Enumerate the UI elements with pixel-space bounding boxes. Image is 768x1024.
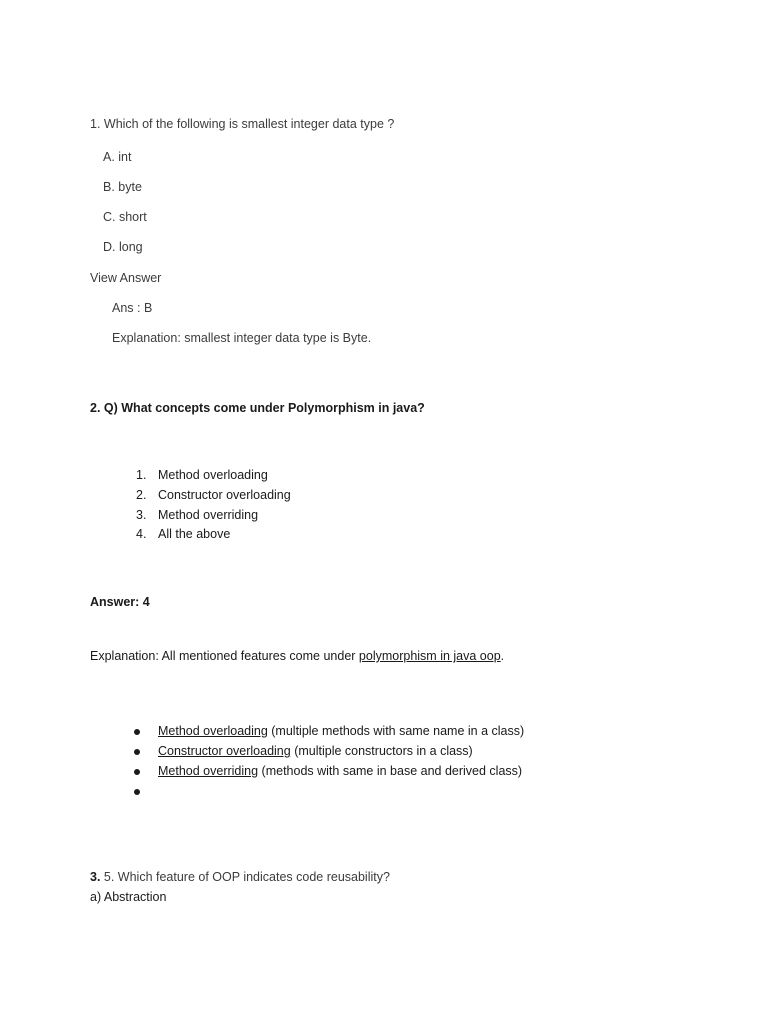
bullet-text: (multiple methods with same name in a class) [267, 724, 525, 738]
explanation-text: Explanation: All mentioned features come under [90, 649, 359, 663]
method-overloading-link[interactable]: Method overloading [158, 724, 268, 738]
bullet-text: (multiple constructors in a class) [290, 744, 473, 758]
method-overriding-link[interactable]: Method overriding [158, 764, 259, 778]
constructor-overloading-link[interactable]: Constructor overloading [158, 744, 291, 758]
q1-option-b: B. byte [103, 180, 142, 194]
list-number: 2. [136, 488, 147, 502]
bullet-dot [134, 789, 140, 795]
q1-explanation: Explanation: smallest integer data type is Byte. [112, 331, 372, 345]
bullet-text: (methods with same in base and derived class) [258, 764, 523, 778]
list-item: All the above [158, 527, 231, 541]
q1-question: 1. Which of the following is smallest integer data type ? [90, 117, 395, 131]
list-item: Method overriding [158, 508, 259, 522]
q1-answer: Ans : B [112, 301, 153, 315]
q2-explanation [90, 649, 504, 663]
q2-answer: Answer: 4 [90, 595, 150, 609]
list-number: 3. [136, 508, 147, 522]
list-item: Method overloading [158, 468, 268, 482]
list-item [158, 764, 522, 778]
view-answer-link[interactable]: View Answer [90, 271, 162, 285]
q3-question-text: 5. Which feature of OOP indicates code reusability? [100, 870, 390, 884]
list-number: 1. [136, 468, 147, 482]
bullet-dot [134, 749, 140, 755]
list-item [158, 744, 473, 758]
explanation-period: . [500, 649, 505, 663]
q2-question: 2. Q) What concepts come under Polymorphism in java? [90, 401, 425, 415]
q3-question [90, 870, 390, 884]
q1-option-c: C. short [103, 210, 147, 224]
list-item [158, 724, 524, 738]
q1-option-a: A. int [103, 150, 132, 164]
q3-option-a: a) Abstraction [90, 890, 167, 904]
polymorphism-link[interactable]: polymorphism in java oop [358, 649, 501, 663]
q3-number: 3. [90, 870, 101, 884]
q1-option-d: D. long [103, 240, 143, 254]
list-item: Constructor overloading [158, 488, 291, 502]
list-number: 4. [136, 527, 147, 541]
bullet-dot [134, 769, 140, 775]
bullet-dot [134, 729, 140, 735]
